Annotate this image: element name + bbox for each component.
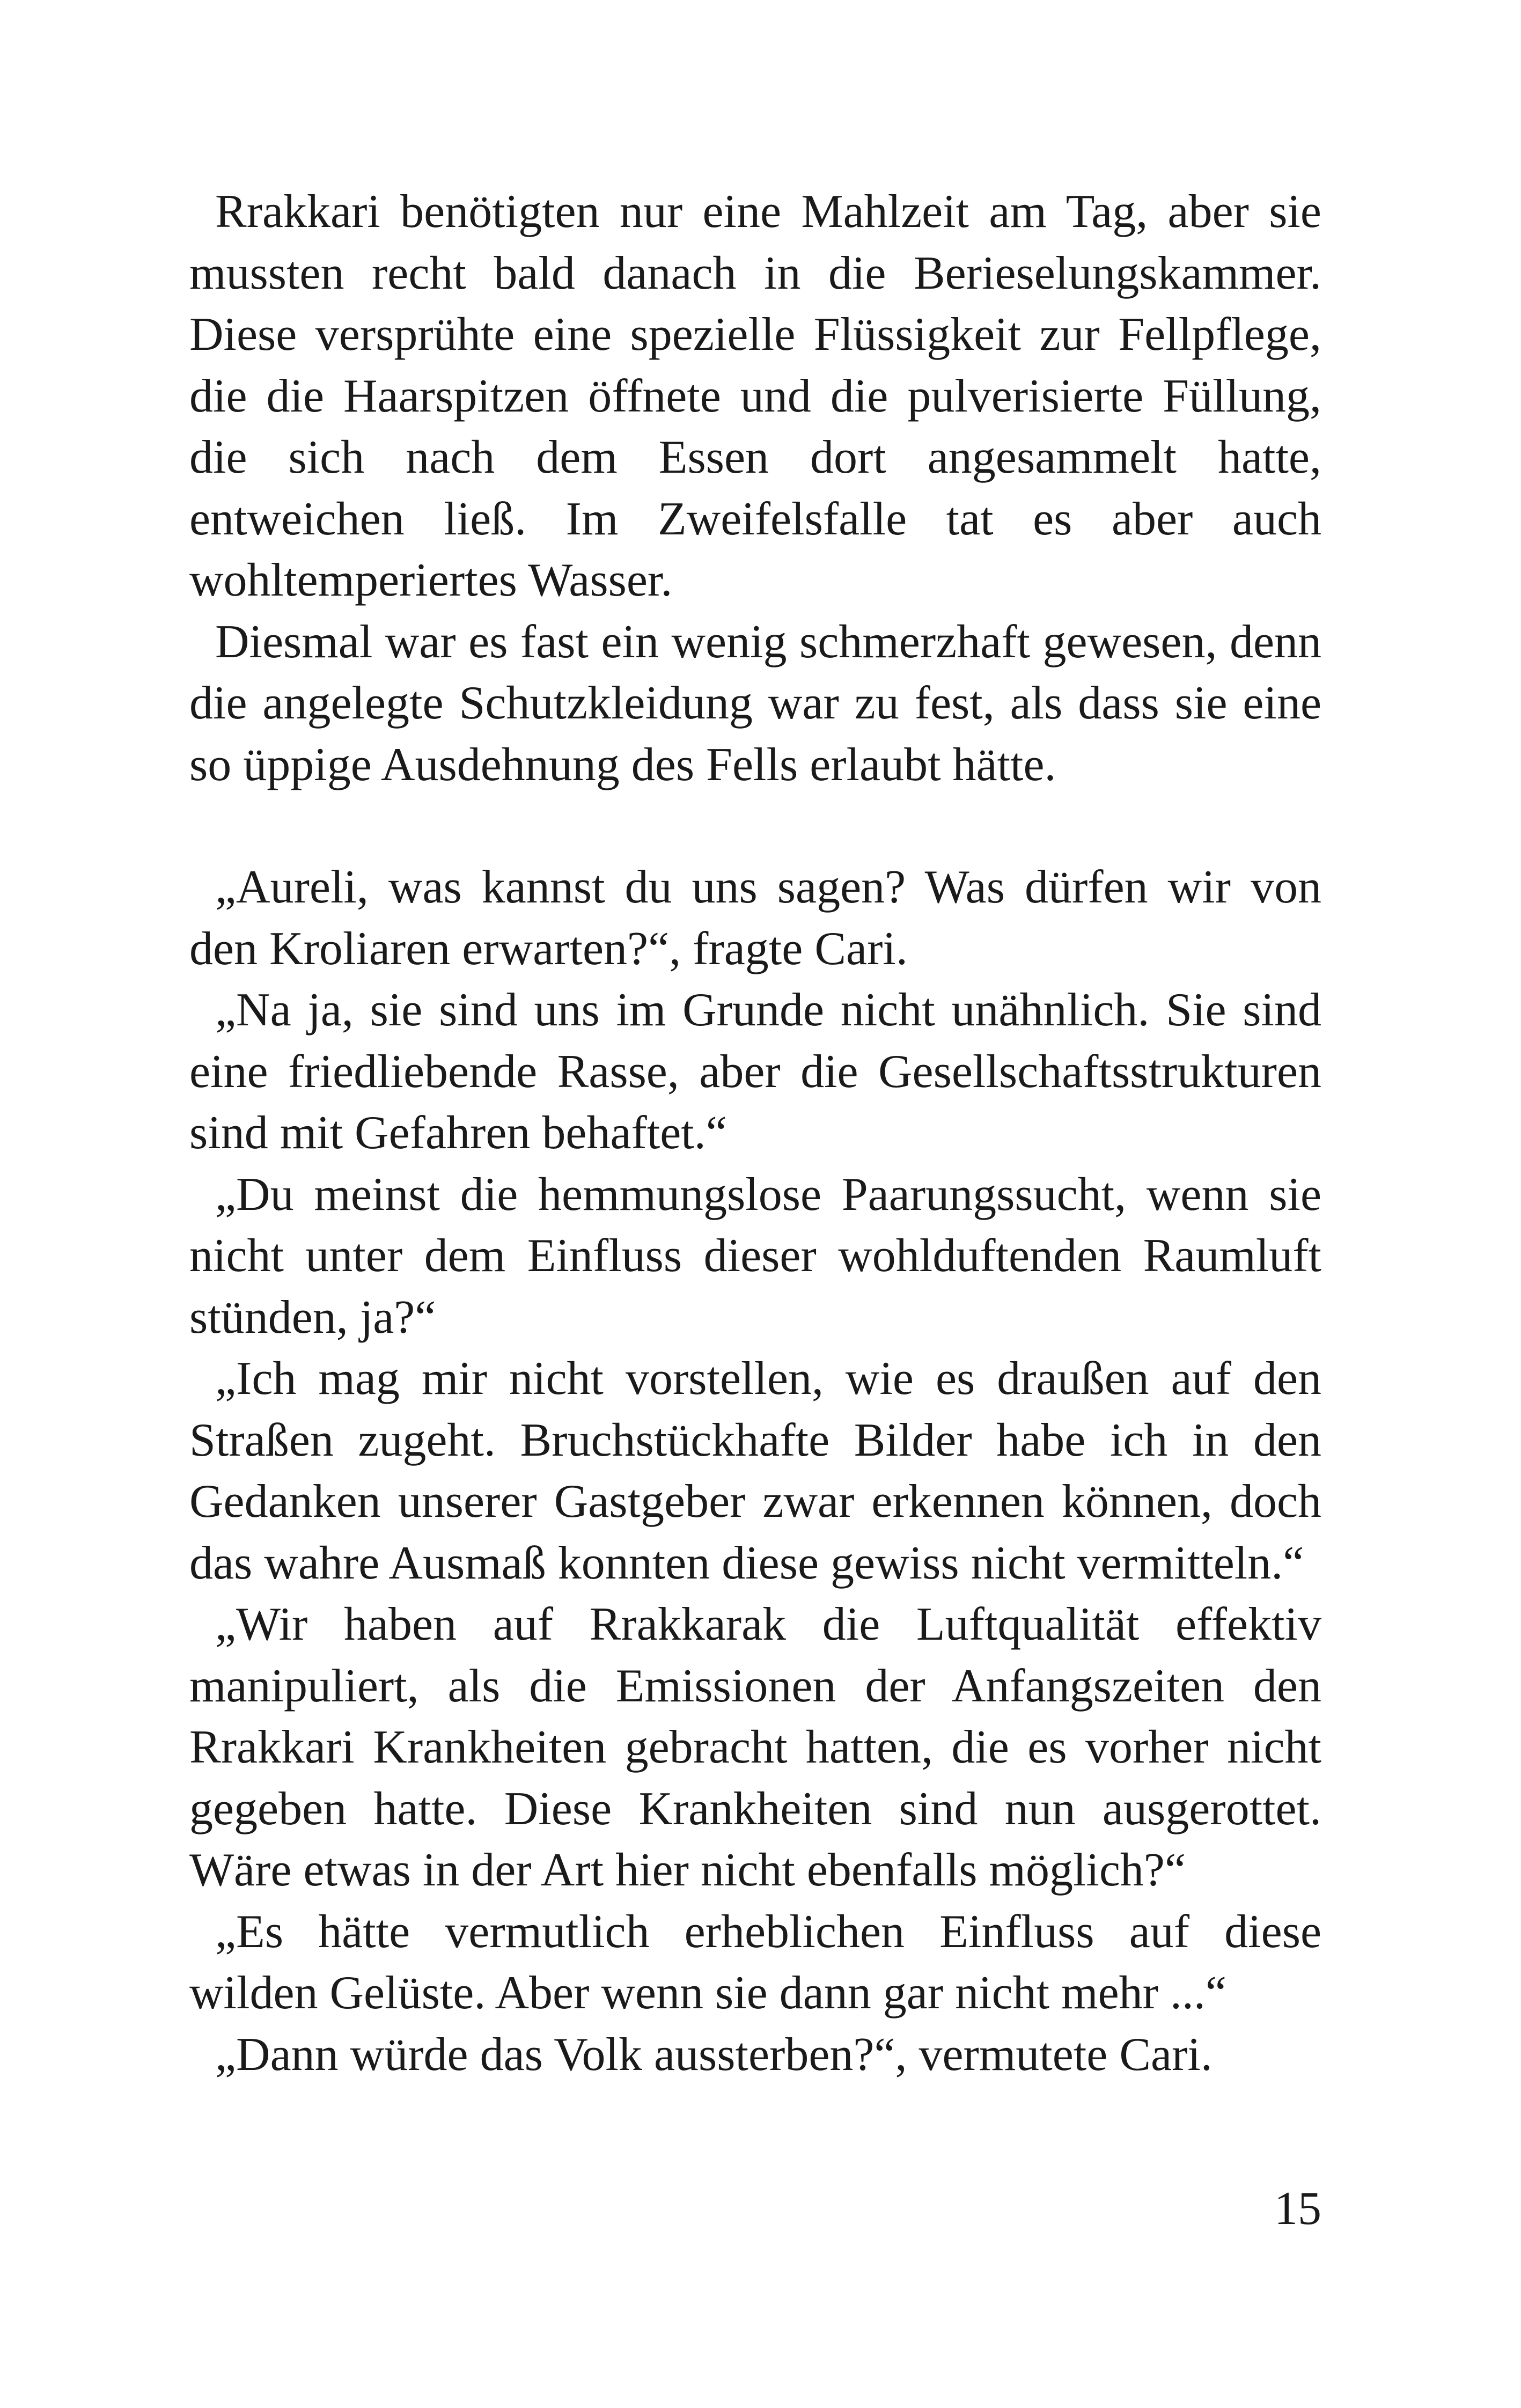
dialogue-paragraph: „Na ja, sie sind uns im Grunde nicht unähnlich. Sie sind eine friedliebende Rasse, aber die Gesellschaftsstrukturen sind mit Gefahren behaftet.“ xyxy=(189,984,1321,1159)
dialogue-paragraph: „Dann würde das Volk aussterben?“, vermutete Cari. xyxy=(215,2028,1213,2081)
dialogue-paragraph: „Aureli, was kannst du uns sagen? Was dürfen wir von den Kroliaren erwarten?“, fragte Cari. xyxy=(189,861,1321,975)
dialogue-paragraph: „Es hätte vermutlich erheblichen Einfluss auf diese wilden Gelüste. Aber wenn sie dann gar nicht mehr ...“ xyxy=(189,1905,1321,2019)
section-break xyxy=(189,796,1321,857)
dialogue-paragraph: „Ich mag mir nicht vorstellen, wie es draußen auf den Straßen zugeht. Bruchstückhafte Bilder habe ich in den Gedanken unserer Gastgeber zwar erkennen können, doch das wahre Ausmaß konnten diese gewiss nicht vermitteln.“ xyxy=(189,1353,1321,1589)
paragraph: Rrakkari benötigten nur eine Mahlzeit am Tag, aber sie mussten recht bald danach in die Berieselungskammer. Diese versprühte eine spezielle Flüssigkeit zur Fellpflege, die die Haarspitzen öffnete und die pulverisierte Füllung, die sich nach dem Essen dort angesammelt hatte, entweichen ließ. Im Zweifelsfalle tat es aber auch wohltemperiertes Wasser. xyxy=(189,186,1321,606)
dialogue-paragraph: „Wir haben auf Rrakkarak die Luftqualität effektiv manipuliert, als die Emissionen der Anfangszeiten den Rrakkari Krankheiten gebracht hatten, die es vorher nicht gegeben hatte. Diese Krankheiten sind nun ausgerottet. Wäre etwas in der Art hier nicht ebenfalls möglich?“ xyxy=(189,1598,1321,1896)
dialogue-paragraph: „Du meinst die hemmungslose Paarungssucht, wenn sie nicht unter dem Einfluss dieser wohlduftenden Raumluft stünden, ja?“ xyxy=(189,1168,1321,1344)
paragraph: Diesmal war es fast ein wenig schmerzhaft gewesen, denn die angelegte Schutzkleidung war zu fest, als dass sie eine so üppige Ausdehnung des Fells erlaubt hätte. xyxy=(189,615,1321,791)
page-number: 15 xyxy=(1274,2183,1321,2235)
page-body xyxy=(189,181,1321,2086)
